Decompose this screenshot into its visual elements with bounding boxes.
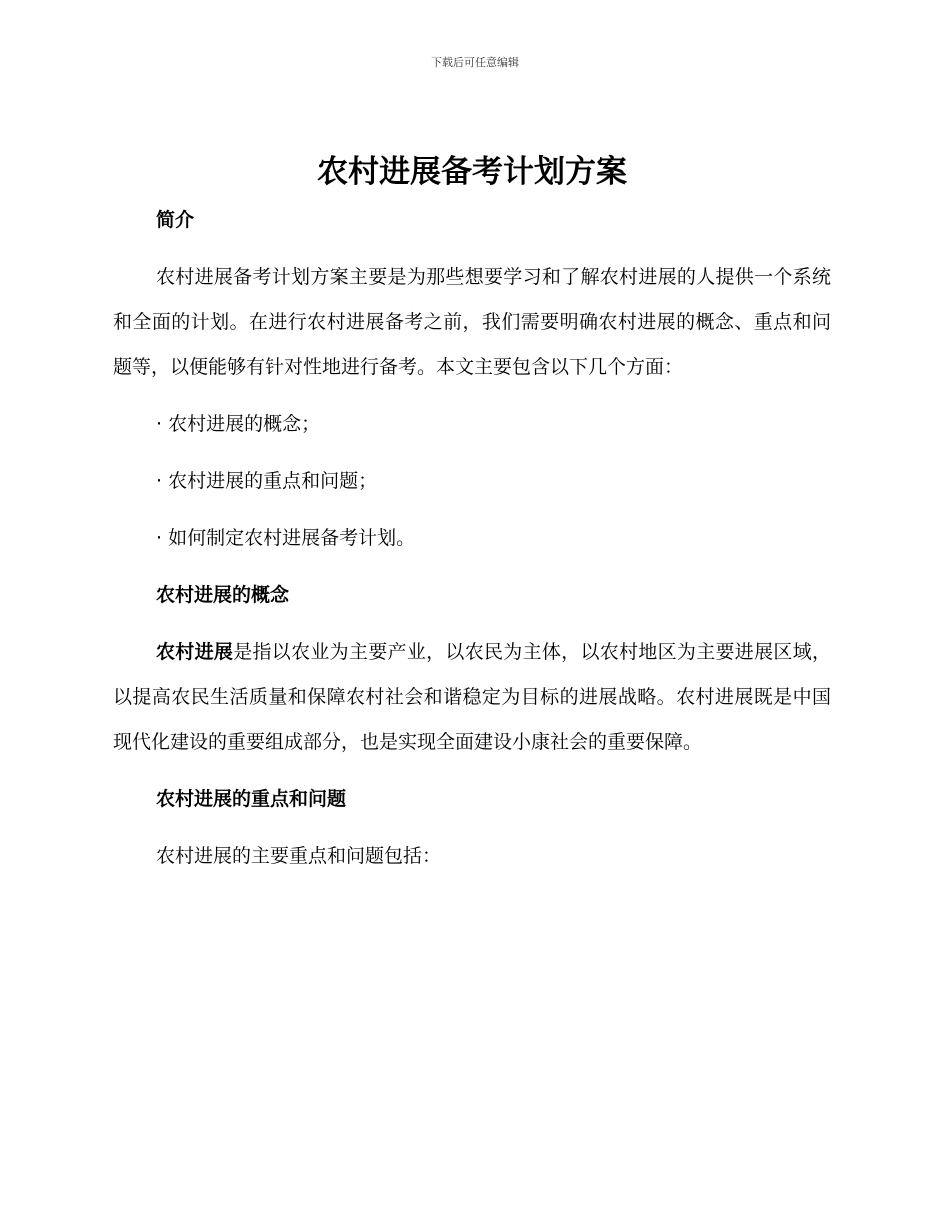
- concept-term: 农村进展: [156, 641, 234, 663]
- document-title: 农村进展备考计划方案: [317, 154, 627, 190]
- section-heading-issues: 农村进展的重点和问题: [156, 788, 347, 810]
- section-heading-concept: 农村进展的概念: [156, 584, 290, 606]
- bullet-item: · 农村进展的重点和问题；: [156, 470, 378, 492]
- bullet-item: · 如何制定农村进展备考计划。: [156, 527, 416, 549]
- bullet-item: · 农村进展的概念；: [156, 413, 321, 435]
- header-note: 下载后可任意编辑: [431, 56, 519, 69]
- document-body: [113, 148, 831, 879]
- concept-paragraph: [113, 630, 831, 765]
- intro-paragraph: 农村进展备考计划方案主要是为那些想要学习和了解农村进展的人提供一个系统和全面的计划。在进行农村进展备考之前，我们需要明确农村进展的概念、重点和问题等，以便能够有针对性地进行备考。本文主要包含以下几个方面：: [113, 266, 831, 378]
- concept-text: 是指以农业为主要产业，以农民为主体，以农村地区为主要进展区域，以提高农民生活质量和保障农村社会和谐稳定为目标的进展战略。农村进展既是中国现代化建设的重要组成部分，也是实现全面建设小康社会的重要保障。: [113, 641, 831, 753]
- section-heading-intro: 简介: [156, 209, 195, 231]
- issues-paragraph: 农村进展的主要重点和问题包括：: [156, 845, 442, 867]
